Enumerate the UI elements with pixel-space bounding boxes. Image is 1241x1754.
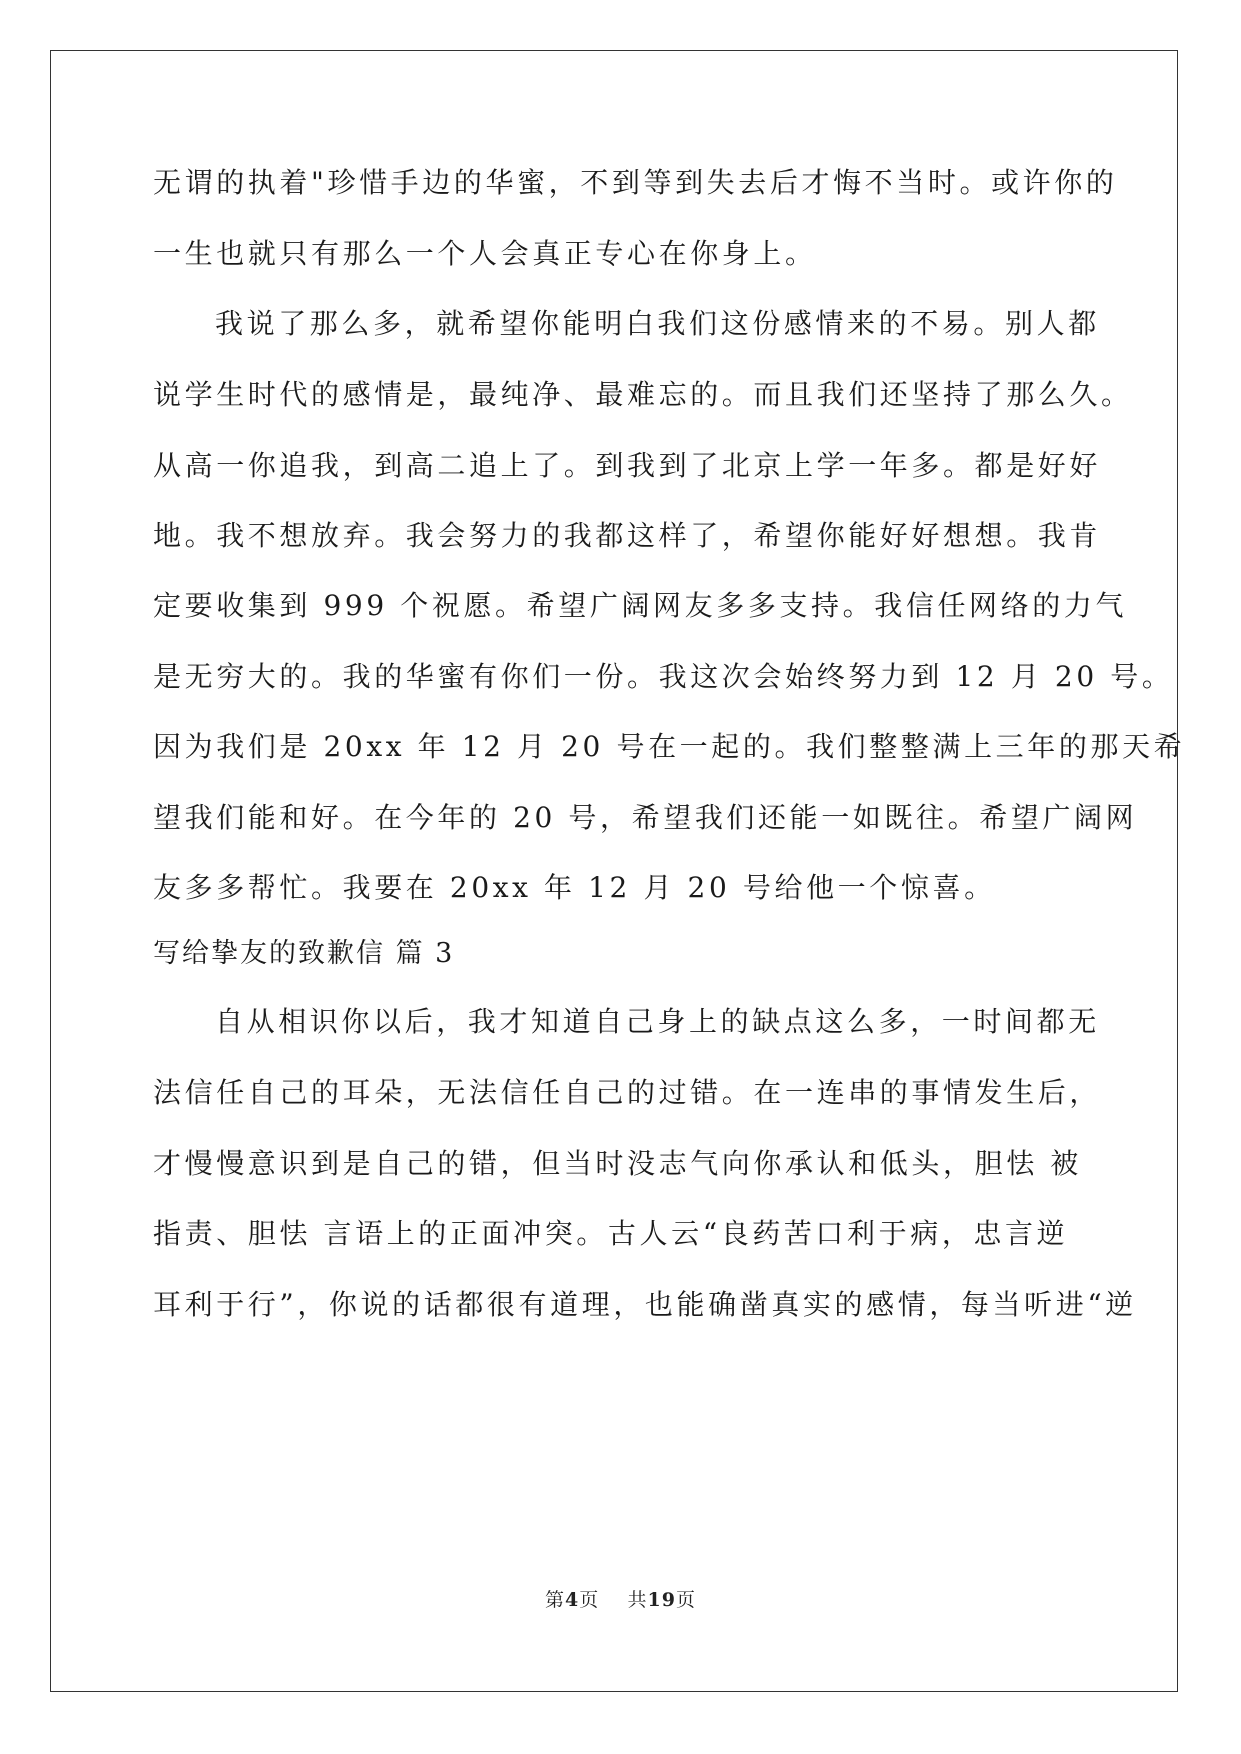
paragraph-line: 无谓的执着"珍惜手边的华蜜，不到等到失去后才悔不当时。或许你的 [153, 166, 1118, 199]
section-heading: 写给挚友的致歉信 篇 3 [153, 938, 455, 969]
paragraph-line: 才慢慢意识到是自己的错，但当时没志气向你承认和低头，胆怯 被 [153, 1147, 1082, 1180]
paragraph-line: 说学生时代的感情是，最纯净、最难忘的。而且我们还坚持了那么久。 [153, 378, 1133, 411]
page-suffix: 页 [579, 1589, 600, 1611]
paragraph-line: 我说了那么多，就希望你能明白我们这份感情来的不易。别人都 [215, 307, 1100, 340]
total-prefix: 共 [627, 1589, 648, 1611]
paragraph-line: 是无穷大的。我的华蜜有你们一份。我这次会始终努力到 12 月 20 号。 [153, 660, 1174, 693]
paragraph-line: 定要收集到 999 个祝愿。希望广阔网友多多支持。我信任网络的力气 [153, 589, 1128, 622]
paragraph-line: 因为我们是 20xx 年 12 月 20 号在一起的。我们整整满上三年的那天希 [153, 730, 1186, 763]
paragraph-line: 望我们能和好。在今年的 20 号，希望我们还能一如既往。希望广阔网 [153, 801, 1138, 834]
paragraph-line: 法信任自己的耳朵，无法信任自己的过错。在一连串的事情发生后， [153, 1076, 1102, 1109]
paragraph-line: 地。我不想放弃。我会努力的我都这样了，希望你能好好想想。我肯 [153, 519, 1102, 552]
paragraph-line: 一生也就只有那么一个人会真正专心在你身上。 [153, 237, 817, 270]
paragraph-line: 从高一你追我，到高二追上了。到我到了北京上学一年多。都是好好 [153, 449, 1102, 482]
page-footer [0, 1585, 1241, 1612]
paragraph-line: 指责、胆怯 言语上的正面冲突。古人云“良药苦口利于病，忠言逆 [153, 1217, 1069, 1250]
paragraph-line: 耳利于行”，你说的话都很有道理，也能确凿真实的感情，每当听进“逆 [153, 1288, 1137, 1321]
paragraph-line: 友多多帮忙。我要在 20xx 年 12 月 20 号给他一个惊喜。 [153, 871, 996, 904]
page-prefix: 第 [545, 1589, 566, 1611]
total-pages: 19 [647, 1589, 676, 1611]
page-number: 4 [565, 1589, 580, 1611]
total-suffix: 页 [675, 1589, 696, 1611]
paragraph-line: 自从相识你以后，我才知道自己身上的缺点这么多，一时间都无 [215, 1005, 1100, 1038]
